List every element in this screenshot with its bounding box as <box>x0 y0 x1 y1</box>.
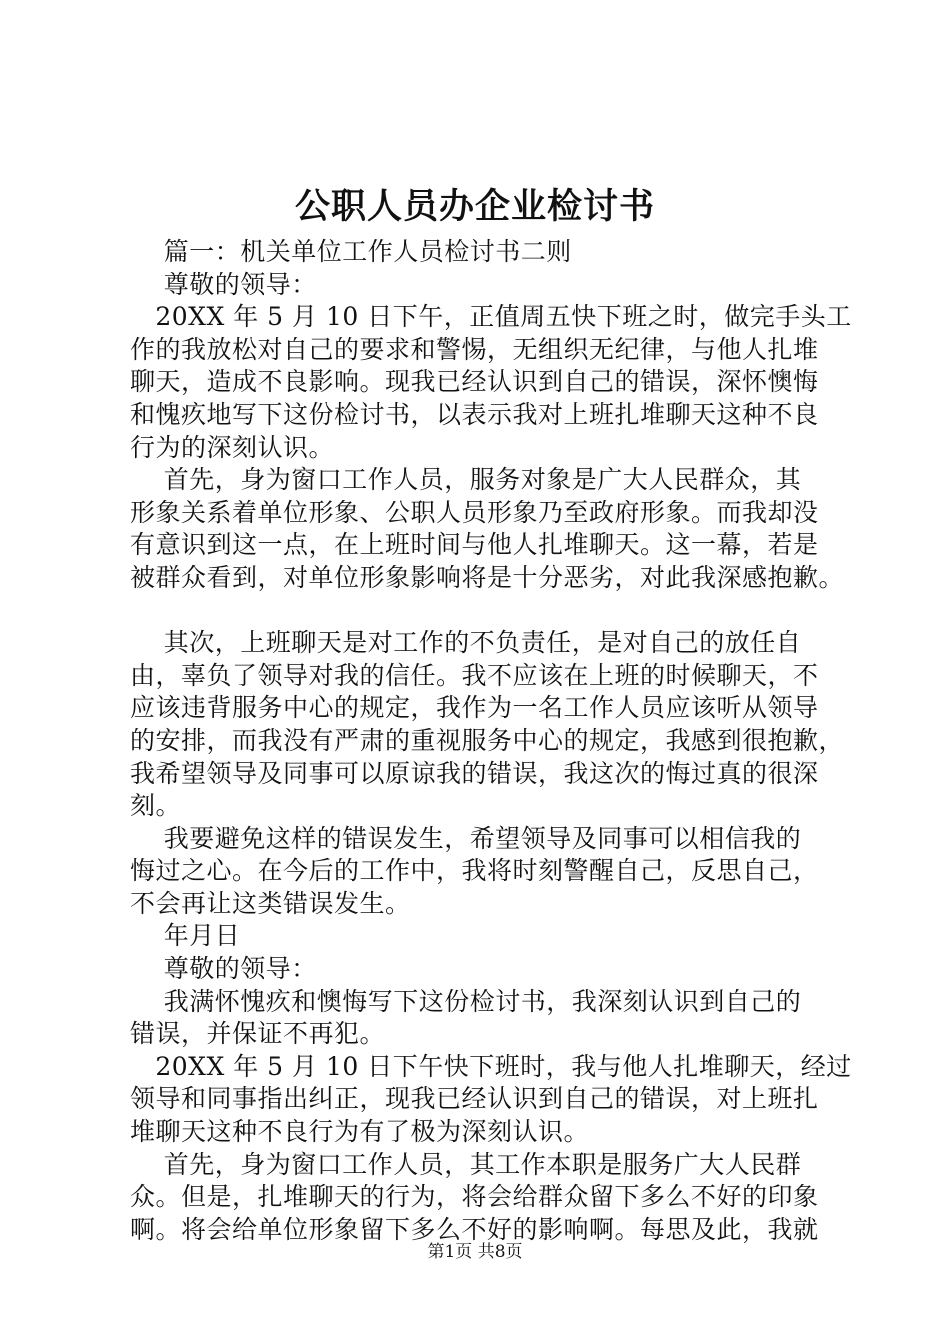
text-line: 我希望领导及同事可以原谅我的错误，我这次的悔过真的很深 <box>130 758 819 788</box>
text-line: 应该违背服务中心的规定，我作为一名工作人员应该听从领导 <box>130 693 819 723</box>
text-line: 的安排，而我没有严肃的重视服务中心的规定，我感到很抱歉， <box>130 725 845 755</box>
text-line: 啊。将会给单位形象留下多么不好的影响啊。每思及此，我就 <box>130 1214 819 1244</box>
text-line: 其次，上班聊天是对工作的不负责任，是对自己的放任自 <box>130 628 802 658</box>
text-line: 形象关系着单位形象、公职人员形象乃至政府形象。而我却没 <box>130 497 819 527</box>
text-line: 有意识到这一点，在上班时间与他人扎堆聊天。这一幕，若是 <box>130 530 819 560</box>
text-line: 我要避免这样的错误发生，希望领导及同事可以相信我的 <box>130 823 802 853</box>
document-title: 公职人员办企业检讨书 <box>294 186 655 227</box>
text-line: 堆聊天这种不良行为有了极为深刻认识。 <box>130 1117 590 1147</box>
text-line: 刻。 <box>130 791 182 821</box>
text-line: 首先，身为窗口工作人员，服务对象是广大人民群众，其 <box>130 465 802 495</box>
text-line: 被群众看到，对单位形象影响将是十分恶劣，对此我深感抱歉。 <box>130 562 845 592</box>
text-line: 年月日 <box>130 921 241 951</box>
page-number-footer: 第1页 共8页 <box>427 1242 523 1262</box>
text-line: 我满怀愧疚和懊悔写下这份检讨书，我深刻认识到自己的 <box>130 986 802 1016</box>
document-body <box>130 236 852 1246</box>
blank-line <box>130 595 840 628</box>
text-line: 20XX 年 5 月 10 日下午快下班时，我与他人扎堆聊天，经过 <box>130 1051 852 1081</box>
text-line: 20XX 年 5 月 10 日下午，正值周五快下班之时，做完手头工 <box>130 302 852 332</box>
text-line: 众。但是，扎堆聊天的行为，将会给群众留下多么不好的印象 <box>130 1182 819 1212</box>
text-line: 尊敬的领导： <box>130 269 317 299</box>
text-line: 领导和同事指出纠正，现我已经认识到自己的错误，对上班扎 <box>130 1084 819 1114</box>
text-line: 不会再让这类错误发生。 <box>130 888 411 918</box>
text-line: 聊天，造成不良影响。现我已经认识到自己的错误，深怀懊悔 <box>130 367 819 397</box>
text-line: 尊敬的领导： <box>130 954 317 984</box>
text-line: 作的我放松对自己的要求和警惕，无组织无纪律，与他人扎堆 <box>130 334 819 364</box>
text-line: 和愧疚地写下这份检讨书，以表示我对上班扎堆聊天这种不良 <box>130 399 819 429</box>
text-line: 篇一：机关单位工作人员检讨书二则 <box>130 237 572 266</box>
text-line: 行为的深刻认识。 <box>130 432 335 462</box>
text-line: 错误，并保证不再犯。 <box>130 1019 386 1049</box>
text-line: 由，辜负了领导对我的信任。我不应该在上班的时候聊天，不 <box>130 660 819 690</box>
text-line: 首先，身为窗口工作人员，其工作本职是服务广大人民群 <box>130 1149 802 1179</box>
text-line: 悔过之心。在今后的工作中，我将时刻警醒自己，反思自己， <box>130 856 819 886</box>
